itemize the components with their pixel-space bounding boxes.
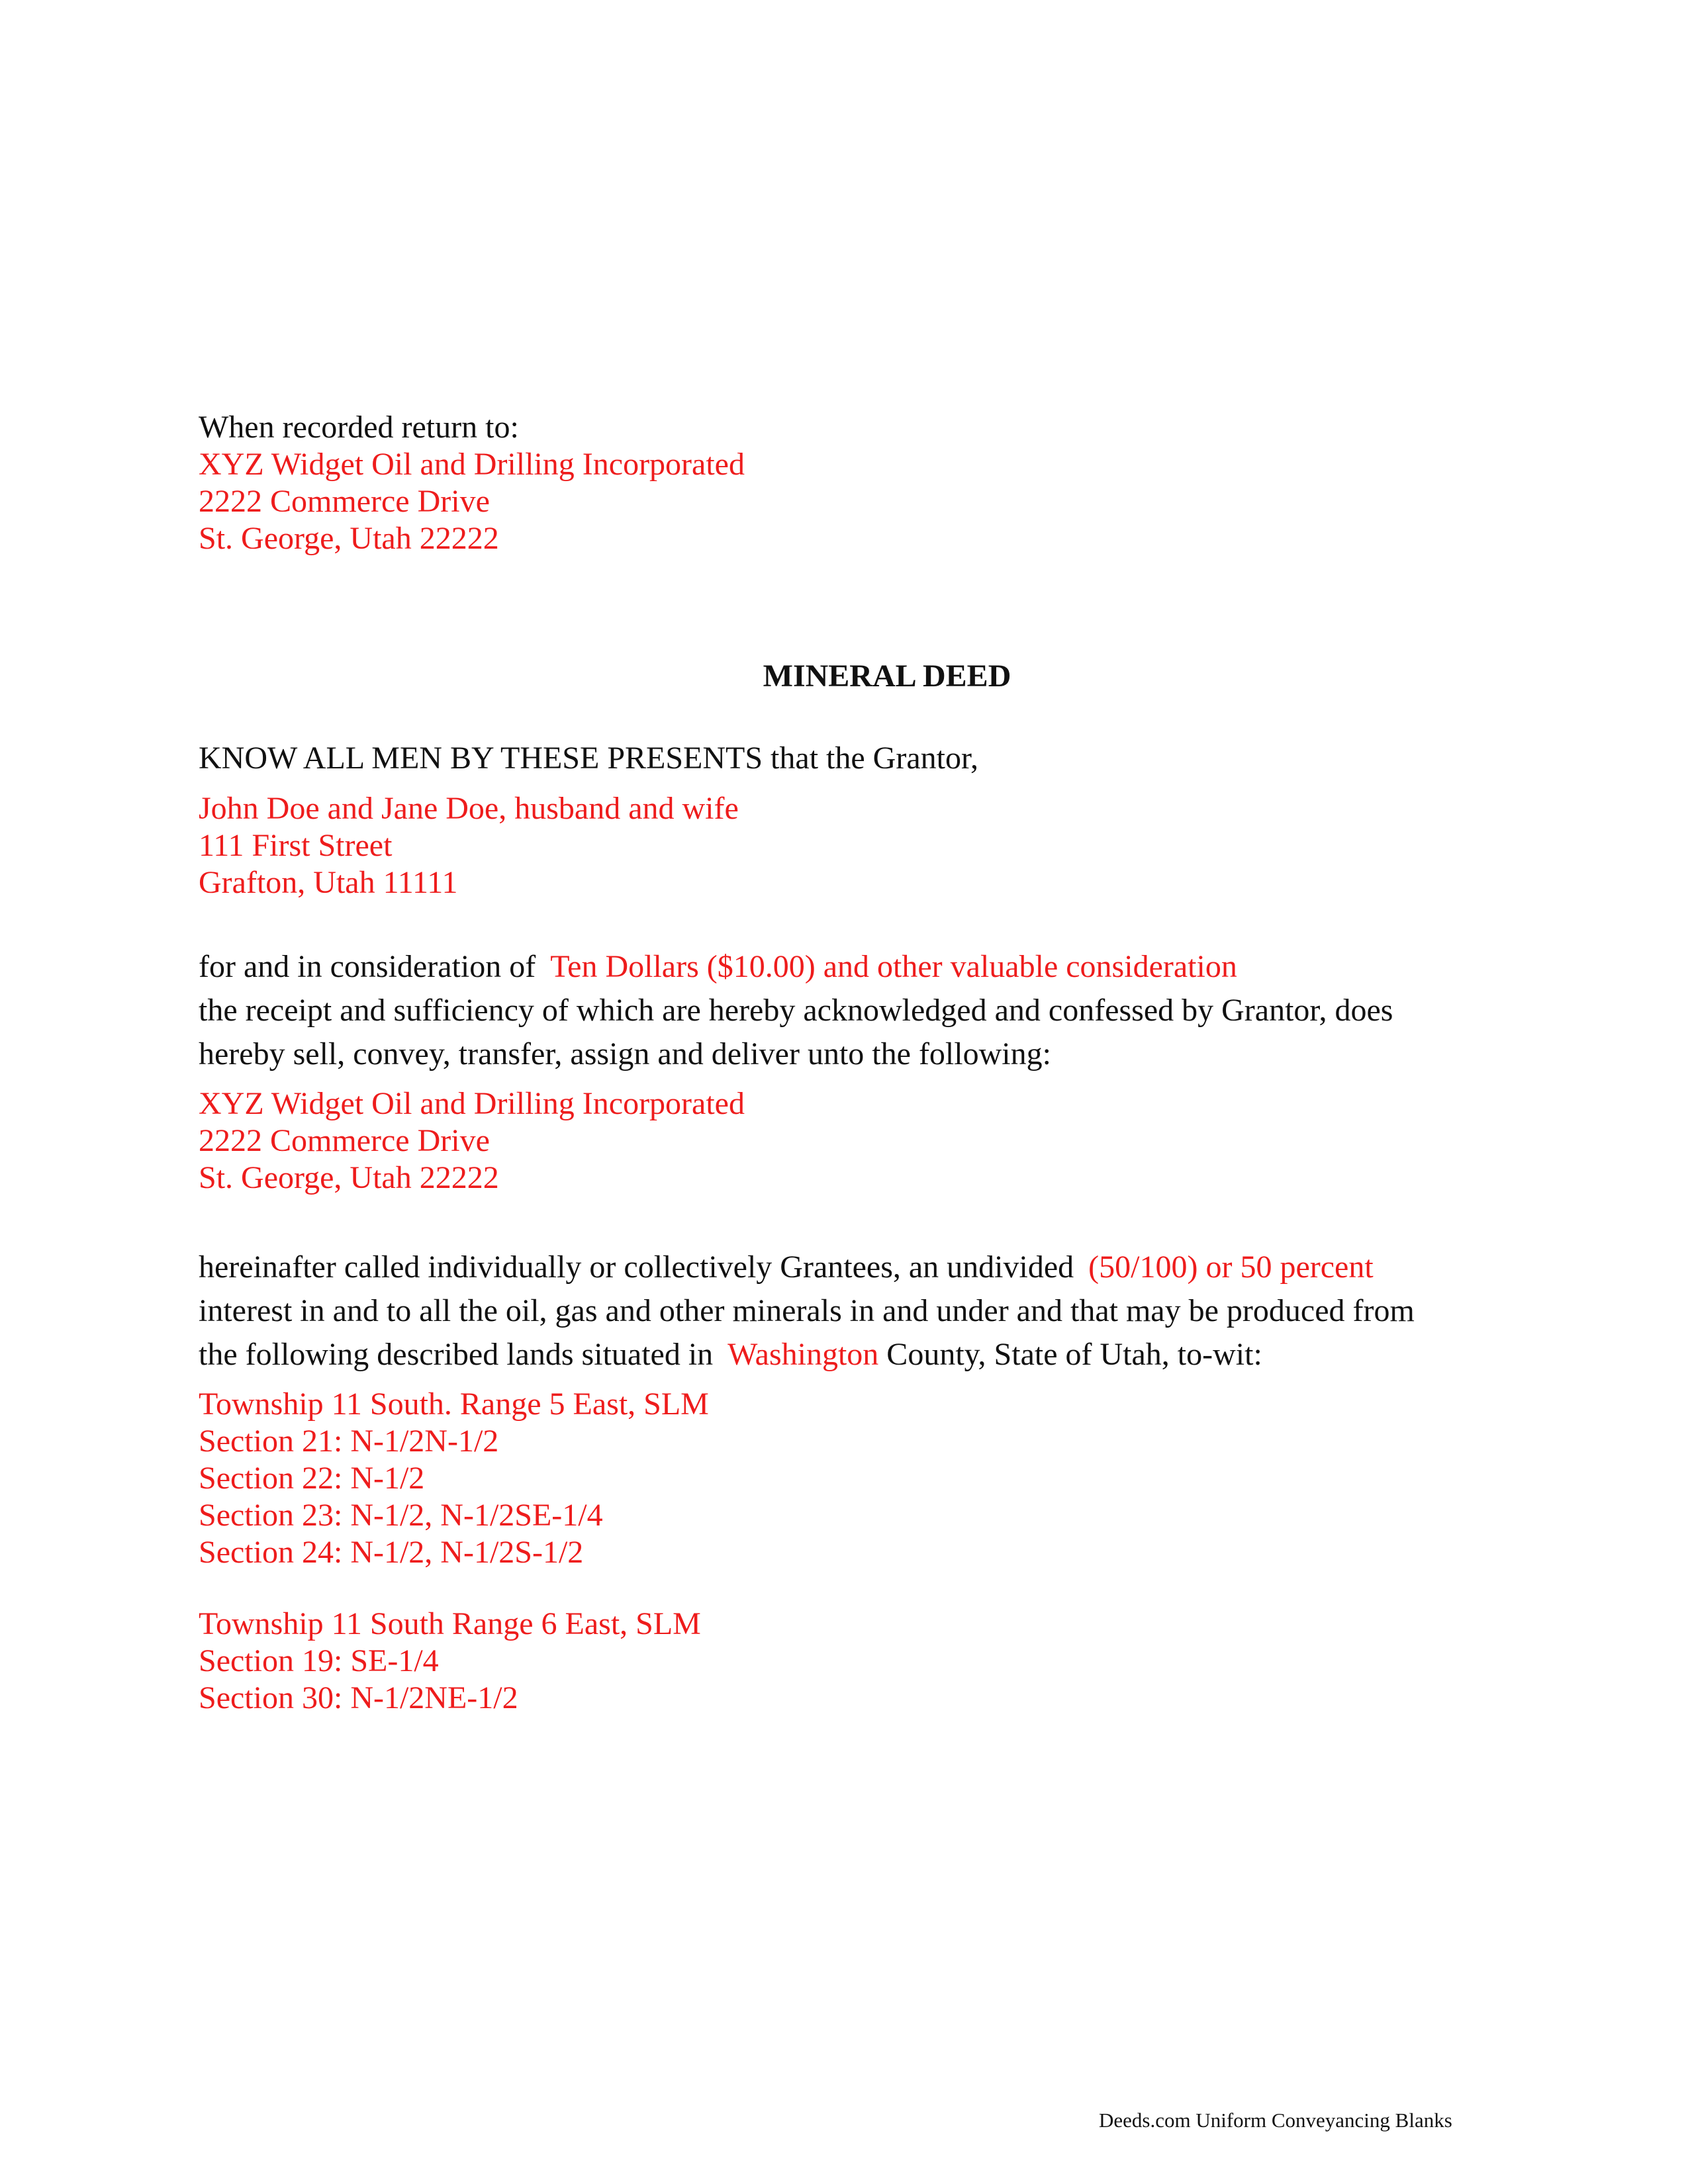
legal-description-block-2 — [199, 1606, 701, 1717]
return-to-street: 2222 Commerce Drive — [199, 484, 490, 519]
interest-line-3 — [199, 1333, 1415, 1377]
legal-line: Township 11 South. Range 5 East, SLM — [199, 1387, 709, 1422]
legal-line: Section 30: N-1/2NE-1/2 — [199, 1680, 518, 1715]
interest-line-1 — [199, 1246, 1415, 1289]
interest-line-3-prefix: the following described lands situated in — [199, 1337, 714, 1372]
return-to-name: XYZ Widget Oil and Drilling Incorporated — [199, 447, 745, 482]
page-title: MINERAL DEED — [763, 659, 1011, 694]
grantor-name: John Doe and Jane Doe, husband and wife — [199, 791, 739, 826]
consideration-line-2: the receipt and sufficiency of which are hereby acknowledged and confessed by Grantor, does — [199, 993, 1393, 1028]
consideration-amount: Ten Dollars ($10.00) and other valuable consideration — [550, 949, 1237, 984]
legal-line: Section 22: N-1/2 — [199, 1461, 425, 1496]
grantee-city: St. George, Utah 22222 — [199, 1160, 499, 1195]
consideration-paragraph — [199, 945, 1393, 1076]
return-to-block — [199, 409, 745, 557]
legal-description-block-1 — [199, 1386, 709, 1571]
consideration-line-1 — [199, 945, 1393, 989]
return-to-label: When recorded return to: — [199, 410, 519, 445]
grantee-name: XYZ Widget Oil and Drilling Incorporated — [199, 1086, 745, 1121]
consideration-prefix: for and in consideration of — [199, 949, 536, 984]
grantor-block — [199, 790, 739, 901]
legal-line: Township 11 South Range 6 East, SLM — [199, 1606, 701, 1641]
county-name: Washington — [727, 1337, 879, 1372]
interest-line-2: interest in and to all the oil, gas and other minerals in and under and that may be produced from — [199, 1293, 1415, 1328]
legal-line: Section 23: N-1/2, N-1/2SE-1/4 — [199, 1498, 603, 1533]
grantor-city: Grafton, Utah 11111 — [199, 865, 458, 900]
interest-line-3-suffix: County, State of Utah, to-wit: — [886, 1337, 1262, 1372]
intro-line — [199, 740, 978, 777]
legal-line: Section 24: N-1/2, N-1/2S-1/2 — [199, 1535, 584, 1570]
intro-text: KNOW ALL MEN BY THESE PRESENTS that the Grantor, — [199, 741, 979, 776]
interest-fraction: (50/100) or 50 percent — [1088, 1250, 1374, 1285]
interest-paragraph — [199, 1246, 1415, 1377]
consideration-line-3: hereby sell, convey, transfer, assign and deliver unto the following: — [199, 1036, 1051, 1071]
grantor-street: 111 First Street — [199, 828, 393, 863]
grantee-street: 2222 Commerce Drive — [199, 1123, 490, 1158]
interest-prefix: hereinafter called individually or collectively Grantees, an undivided — [199, 1250, 1074, 1285]
return-to-city: St. George, Utah 22222 — [199, 521, 499, 556]
grantee-block — [199, 1085, 745, 1197]
page-footer: Deeds.com Uniform Conveyancing Blanks — [1099, 2109, 1452, 2132]
legal-line: Section 21: N-1/2N-1/2 — [199, 1424, 499, 1459]
legal-line: Section 19: SE-1/4 — [199, 1643, 439, 1678]
